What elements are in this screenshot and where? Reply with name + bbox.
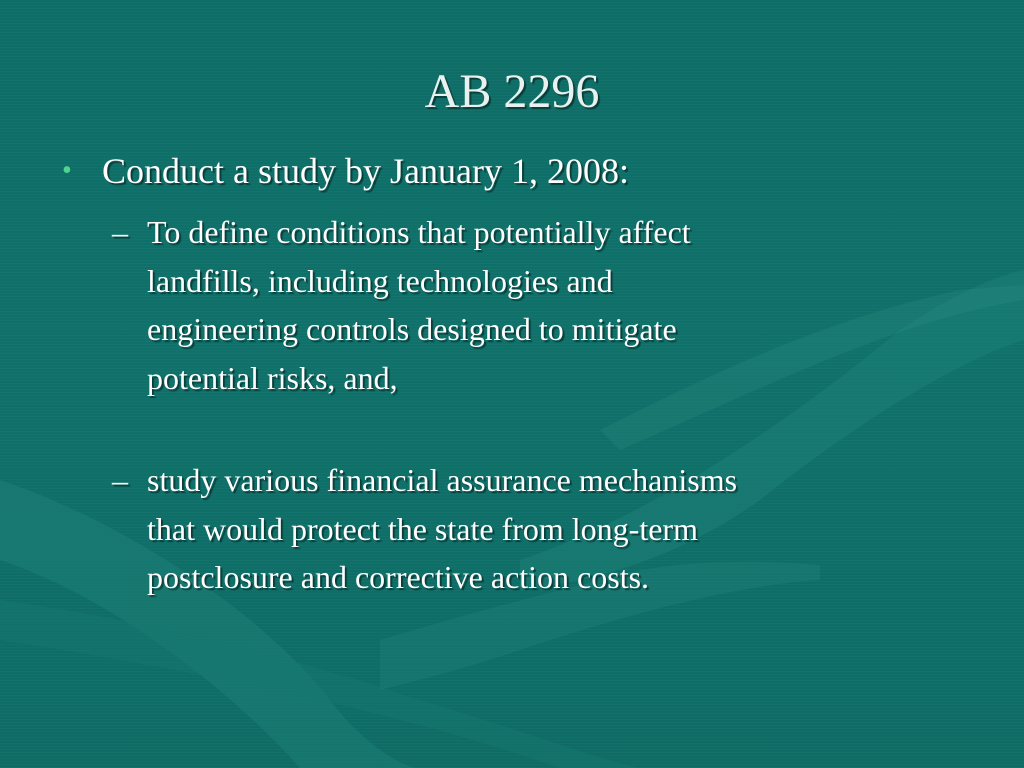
sub-bullet-line: study various financial assurance mechanisms (147, 462, 738, 498)
sub-bullet-line: engineering controls designed to mitigate (147, 311, 677, 347)
bullet-marker: • (62, 155, 72, 186)
sub-bullet-line: To define conditions that potentially affect (147, 214, 691, 250)
dash-marker: – (112, 462, 128, 498)
dash-marker: – (112, 214, 128, 250)
sub-bullet-text (147, 208, 947, 402)
slide-title: AB 2296 (424, 65, 600, 118)
sub-bullet-line: postclosure and corrective action costs. (147, 559, 650, 595)
sub-bullet-line: landfills, including technologies and (147, 262, 613, 299)
sub-bullet-line: potential risks, and, (147, 359, 398, 396)
sub-bullet-text (147, 456, 947, 602)
main-bullet-text: Conduct a study by January 1, 2008: (102, 151, 629, 191)
sub-bullet-line: that would protect the state from long-term (147, 510, 698, 547)
